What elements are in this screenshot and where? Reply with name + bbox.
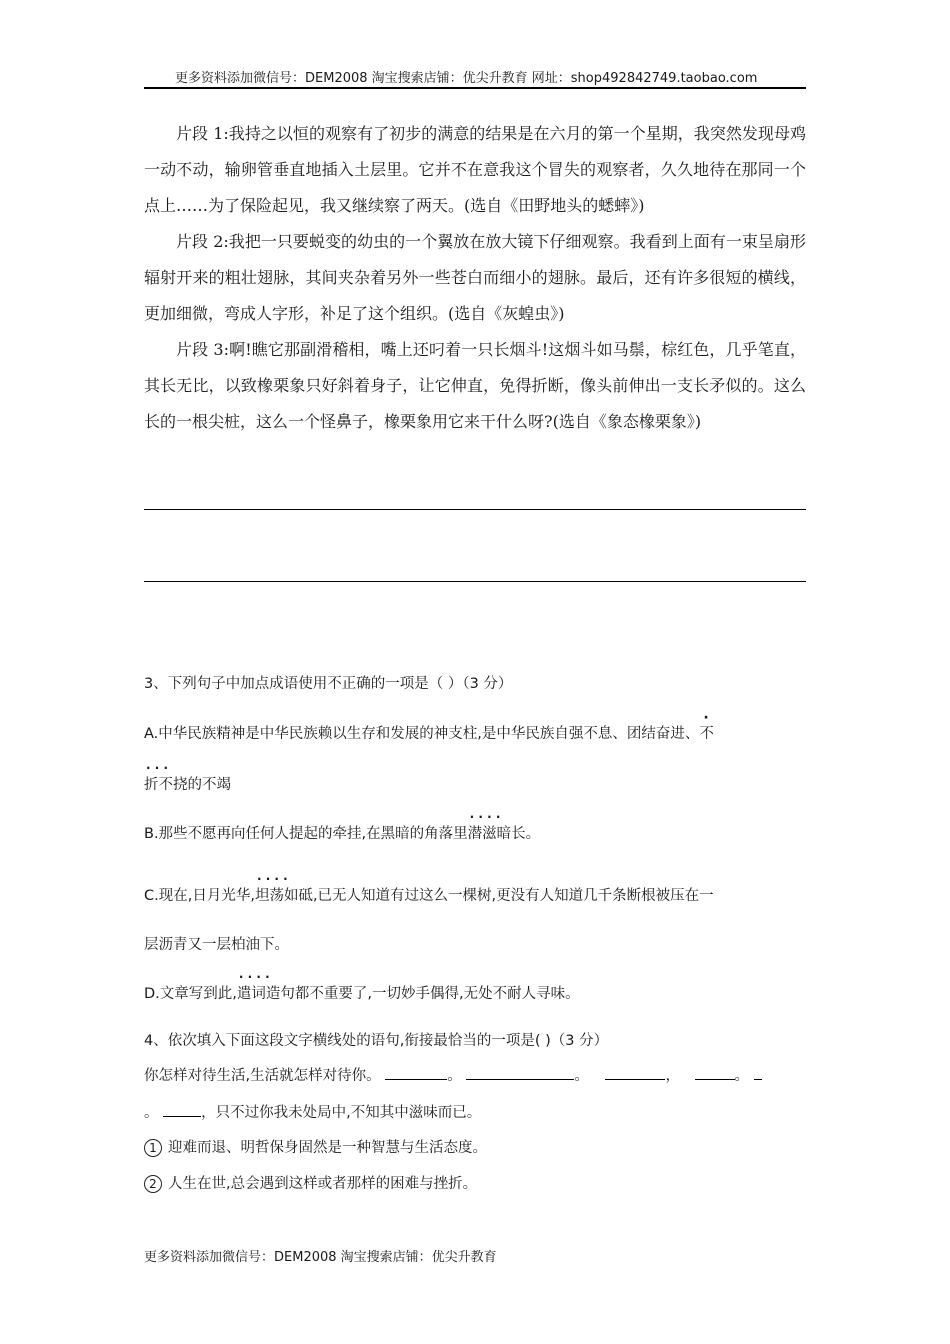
q4-blank-3[interactable]	[605, 1065, 665, 1080]
q3-b-text: B.那些不愿再向任何人提起的牵挂,在黑暗的角落里	[144, 826, 468, 842]
q4-punct-4: 。	[734, 1068, 750, 1084]
q4-punct-1: 。	[447, 1068, 462, 1084]
q3-d-text: D.文章写到此,	[144, 986, 237, 1002]
fragment-2: 片段 2:我把一只要蜕变的幼虫的一个翼放在放大镜下仔细观察。我看到上面有一束呈扇形辐射开来的粗壮翅脉，其间夹杂着另外一些苍白而细小的翅脉。最后，还有许多很短的横线，更加细微，弯成人字形，补足了这个组织。(选自《灰蝗虫》)	[144, 232, 806, 323]
q4-option-1-text: 迎难而退、明哲保身固然是一种智慧与生活态度。	[168, 1140, 487, 1156]
q3-c-tail: ,已无人知道有过这么一棵树,更没有人知道几千条断根被压在一	[312, 888, 714, 904]
q4-blank-2[interactable]	[466, 1065, 574, 1080]
q4-blank-6[interactable]	[163, 1102, 201, 1117]
q4-option-2	[144, 1172, 477, 1193]
answer-line-1	[144, 509, 806, 510]
q3-b-dotted-idiom: · · · · 潜滋暗长	[468, 822, 526, 843]
q4-passage-line2	[144, 1101, 481, 1122]
q3-d-dotted-idiom: · · · · 遣词造句	[237, 982, 295, 1003]
q3-a-text: A.中华民族精神是中华民族赖以生存和发展的神支柱,是中华民族自强不息、团结奋进、	[144, 726, 700, 742]
q3-b-tail: 。	[525, 826, 541, 842]
q3-c-dotted-idiom: · · · · 坦荡如砥	[255, 884, 313, 905]
q4-blank-1[interactable]	[385, 1065, 447, 1080]
page-header: 更多资料添加微信号：DEM2008 淘宝搜索店铺：优尖升教育 网址：shop492842749.taobao.com	[175, 71, 758, 86]
page-footer: 更多资料添加微信号：DEM2008 淘宝搜索店铺：优尖升教育	[144, 1250, 497, 1265]
q3-option-a-line2	[144, 773, 231, 794]
q3-c-text: C.现在,日月光华,	[144, 888, 255, 904]
header-divider	[144, 87, 806, 89]
answer-line-2	[144, 581, 806, 582]
fragment-3: 片段 3:啊!瞧它那副滑稽相，嘴上还叼着一只长烟斗!这烟斗如马鬃，棕红色，几乎笔直，其长无比，以致橡栗象只好斜着身子，让它伸直，免得折断，像头前伸出一支长矛似的。这么长的一根尖桩，这么一个怪鼻子，橡栗象用它来干什么呀?(选自《象态橡栗象》)	[144, 340, 806, 431]
q4-blank-5[interactable]	[754, 1065, 762, 1080]
q4-option-2-num: 2	[144, 1175, 162, 1193]
fragment-1: 片段 1:我持之以恒的观察有了初步的满意的结果是在六月的第一个星期，我突然发现母鸡一动不动，输卵管垂直地插入土层里。它并不在意我这个冒失的观察者，久久地待在那同一个点上……为了保险起见，我又继续察了两天。(选自《田野地头的蟋蟀》)	[144, 124, 806, 215]
q3-a-dotted-char: 不	[699, 726, 714, 742]
q3-option-c-line2: 层沥青又一层柏油下。	[144, 937, 289, 953]
q4-option-1	[144, 1136, 487, 1157]
q4-line1-text: 你怎样对待生活,生活就怎样对待你。	[144, 1068, 381, 1084]
q3-option-b	[144, 822, 540, 843]
q4-punct-3: ，	[665, 1068, 680, 1084]
q3-a-dotted-idiom: · · · 折不挠	[144, 773, 188, 794]
q3-d-tail: 都不重要了,一切妙手偶得,无处不耐人寻味。	[294, 986, 580, 1002]
q4-passage-line1	[144, 1064, 762, 1085]
q4-line2-text: ，只不过你我未处局中,不知其中滋味而已。	[201, 1105, 482, 1121]
q3-option-c-line1	[144, 884, 714, 905]
q4-blank-4[interactable]	[695, 1065, 735, 1080]
q4-option-2-text: 人生在世,总会遇到这样或者那样的困难与挫折。	[168, 1176, 478, 1192]
q4-option-1-num: 1	[144, 1139, 162, 1157]
q3-a-tail: 的不竭	[187, 777, 231, 793]
q4-stem: 4、依次填入下面这段文字横线处的语句,衔接最恰当的一项是( )（3 分）	[144, 1033, 609, 1049]
q3-option-d	[144, 982, 580, 1003]
q4-punct-2: 。	[574, 1068, 589, 1084]
q3-stem: 3、下列句子中加点成语使用不正确的一项是（ ）（3 分）	[144, 676, 513, 692]
q3-option-a-line1	[144, 722, 714, 743]
q4-line2-start: 。	[144, 1105, 159, 1121]
